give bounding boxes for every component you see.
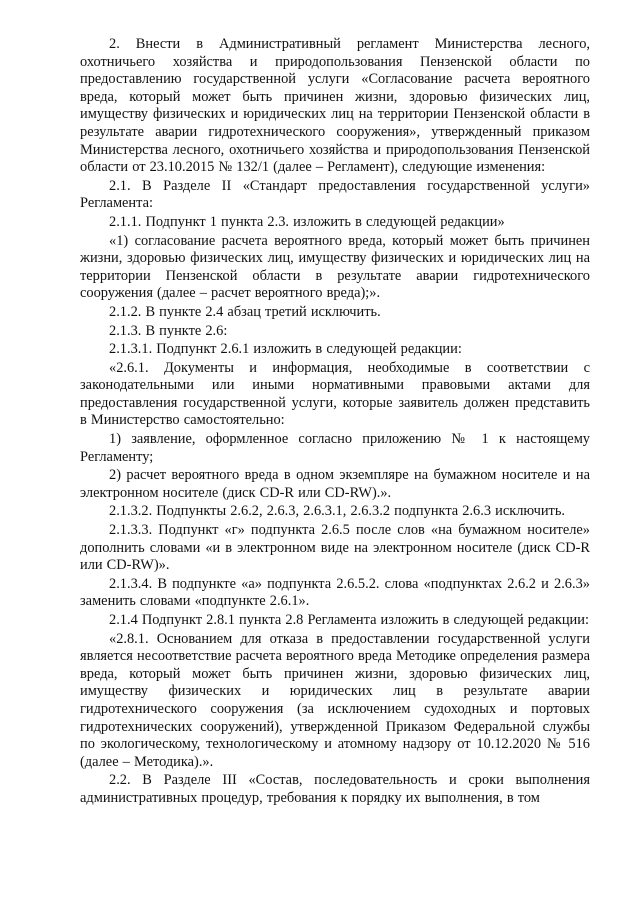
paragraph-2-2: 2.2. В Разделе III «Состав, последовательность и сроки выполнения административных процедур, требования к порядку их выполнения, в том	[80, 772, 590, 806]
paragraph-item-1: 1) заявление, оформленное согласно приложению № 1 к настоящему Регламенту;	[80, 431, 590, 465]
paragraph-2-1-2: 2.1.2. В пункте 2.4 абзац третий исключить.	[109, 303, 381, 320]
paragraph-2-1-1-text: «1) согласование расчета вероятного вреда, который может быть причинен жизни, здоровью физических лиц, имуществу физических и юридических лиц на территории Пензенской области в результате аварии гидротехнического сооружения (далее – расчет вероятного вреда);».	[80, 232, 590, 302]
paragraph-2-1-4: 2.1.4 Подпункт 2.8.1 пункта 2.8 Регламента изложить в следующей редакции:	[109, 612, 589, 628]
paragraph-2-1-1: 2.1.1. Подпункт 1 пункта 2.3. изложить в следующей редакции»	[109, 213, 505, 230]
paragraph-2-6-1-text: «2.6.1. Документы и информация, необходимые в соответствии с законодательными или иными нормативными правовыми актами для предоставления государственной услуги, которые заявитель должен представить в Министерство самостоятельно:	[80, 359, 590, 429]
paragraph-2-1: 2.1. В Разделе II «Стандарт предоставления государственной услуги» Регламента:	[80, 177, 590, 212]
paragraph-2-1-3-3: 2.1.3.3. Подпункт «г» подпункта 2.6.5 после слов «на бумажном носителе» дополнить словами «и в электронном виде на электронном носителе (диск CD-R или CD-RW)».	[80, 522, 590, 574]
paragraph-2-8-1-text: «2.8.1. Основанием для отказа в предоставлении государственной услуги является несоответствие расчета вероятного вреда Методике определения размера вреда, который может быть причинен жизни, здоровью физических лиц, имуществу физических и юридических лиц в результате аварии гидротехнического сооружения (за исключением судоходных и портовых гидротехнических сооружений), утвержденной Приказом Федеральной службы по экологическому, технологическому и атомному надзору от 10.12.2020 № 516 (далее – Методика).».	[80, 630, 590, 770]
paragraph-2-1-3-1: 2.1.3.1. Подпункт 2.6.1 изложить в следующей редакции:	[109, 341, 462, 358]
paragraph-2-1-3-2: 2.1.3.2. Подпункты 2.6.2, 2.6.3, 2.6.3.1, 2.6.3.2 подпункта 2.6.3 исключить.	[109, 503, 565, 520]
paragraph-2-1-3-4: 2.1.3.4. В подпункте «а» подпункта 2.6.5.2. слова «подпунктах 2.6.2 и 2.6.3» заменить словами «подпункте 2.6.1».	[80, 575, 590, 610]
paragraph-amendment-intro: 2. Внести в Административный регламент Министерства лесного, охотничьего хозяйства и природопользования Пензенской области по предоставлению государственной услуги «Согласование расчета вероятного вреда, который может быть причинен жизни, здоровью физических лиц, имуществу физических и юридических лиц на территории Пензенской области в результате аварии гидротехнического сооружения», утвержденный приказом Министерства лесного, охотничьего хозяйства и природопользования Пензенской области от 23.10.2015 № 132/1 (далее – Регламент), следующие изменения:	[80, 36, 590, 176]
paragraph-item-2: 2) расчет вероятного вреда в одном экземпляре на бумажном носителе и на электронном носителе (диск CD-R или CD-RW).».	[80, 467, 590, 501]
paragraph-2-1-3: 2.1.3. В пункте 2.6:	[109, 322, 228, 339]
